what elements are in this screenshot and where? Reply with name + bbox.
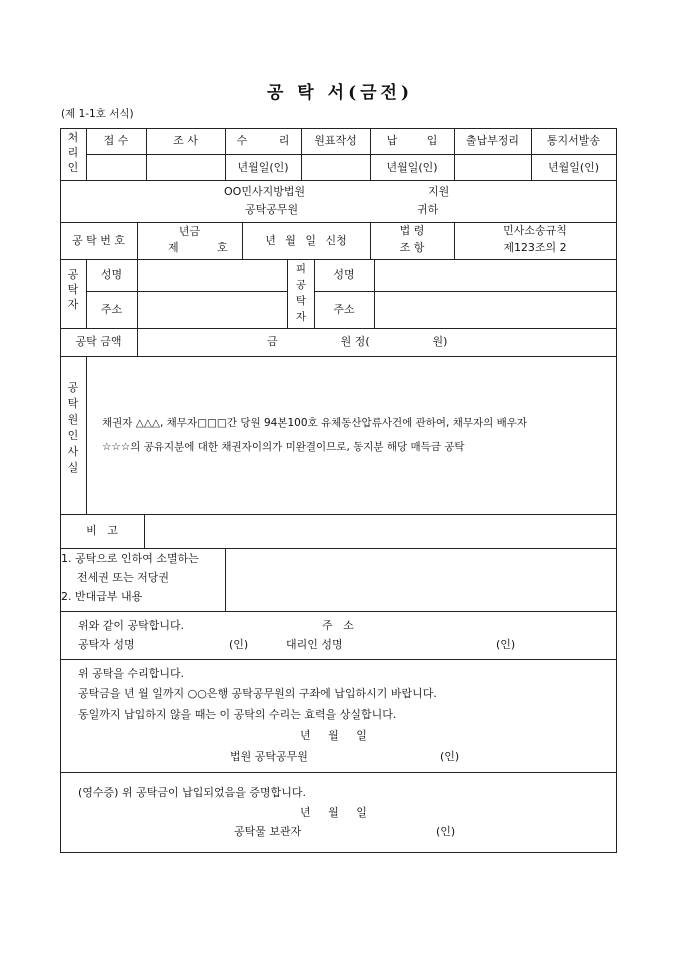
beneficiary-name-label: 성명 [333, 268, 355, 281]
row-divider [86, 154, 616, 155]
law-label-2: 조 항 [399, 241, 425, 254]
extinguish-line-3: 2. 반대급부 내용 [61, 590, 143, 603]
case-number-label: 공 탁 번 호 [72, 234, 125, 247]
declaration-line: 위와 같이 공탁합니다. [78, 619, 185, 632]
extinguish-line-2: 전세권 또는 저당권 [77, 571, 170, 584]
col-divider [137, 259, 138, 328]
law-value-2: 제123조의 2 [503, 241, 567, 254]
row-divider [314, 291, 616, 292]
case-year-label: 년금 [178, 225, 201, 238]
receipt-seal: (인) [436, 825, 456, 838]
document-title: 공 탁 서(금전) [266, 83, 414, 103]
acceptance-line-3: 동일까지 납입하지 않을 때는 이 공탁의 수리는 효력을 상실합니다. [78, 708, 397, 721]
row-divider [60, 222, 617, 223]
header-ledger-creation: 원표작성 [314, 134, 357, 147]
header-cashbook: 출납부정리 [465, 134, 520, 147]
amount-value[interactable]: 금 원 정( 원) [267, 335, 448, 348]
header-notice-dispatch: 통지서발송 [546, 134, 601, 147]
row-divider [60, 328, 617, 329]
date-seal-notice: 년월일(인) [547, 161, 600, 174]
processor-side-label: 처리인 [67, 131, 79, 174]
form-number: (제 1-1호 서식) [61, 108, 134, 120]
header-investigation: 조 사 [173, 134, 198, 147]
case-no-prefix: 제 [168, 241, 179, 254]
branch-court: 지원 [428, 185, 450, 198]
form-border-right [616, 128, 617, 853]
row-divider [60, 259, 617, 260]
acceptance-seal: (인) [440, 750, 460, 763]
form-border-top [60, 128, 617, 129]
header-acceptance: 수 리 [236, 134, 290, 147]
receipt-keeper: 공탁물 보관자 [234, 825, 302, 838]
row-divider [60, 659, 617, 660]
deposit-form [60, 128, 617, 853]
extinguish-line-1: 1. 공탁으로 인하여 소멸하는 [61, 552, 199, 565]
court-name: OO민사지방법원 [224, 185, 306, 198]
row-divider [86, 291, 287, 292]
application-date: 년 월 일 신청 [265, 234, 347, 247]
col-divider [86, 356, 87, 514]
form-border-bottom [60, 852, 617, 853]
agent-signature-label: 대리인 성명 [286, 638, 343, 651]
deposit-officer: 공탁공무원 [245, 203, 299, 216]
cause-line-1: 채권자 △△△, 채무자□□□간 당원 94본100호 유체동산압류사건에 관하여, 채무자의 배우자 [102, 417, 528, 429]
header-receipt: 접 수 [103, 134, 129, 147]
row-divider [60, 356, 617, 357]
col-divider [374, 259, 375, 328]
header-payment: 납 입 [386, 134, 438, 147]
depositor-name-label: 성명 [100, 268, 123, 281]
remarks-label: 비 고 [86, 524, 118, 537]
law-value-1: 민사소송규칙 [503, 224, 567, 237]
col-divider [287, 259, 288, 328]
row-divider [60, 611, 617, 612]
depositor-address-label: 주소 [100, 303, 123, 316]
acceptance-line-2: 공탁금을 년 월 일까지 ○○은행 공탁공무원의 구좌에 납입하시기 바랍니다. [78, 687, 437, 700]
date-seal-acceptance: 년월일(인) [237, 161, 289, 174]
agent-seal: (인) [496, 638, 516, 651]
receipt-date: 년 월 일 [300, 806, 367, 819]
col-divider [144, 514, 145, 548]
amount-label: 공탁 금액 [75, 335, 122, 348]
acceptance-date: 년 월 일 [300, 729, 367, 742]
honorific: 귀하 [417, 203, 439, 216]
depositor-signature-label: 공탁자 성명 [78, 638, 135, 651]
acceptance-officer: 법원 공탁공무원 [230, 750, 308, 763]
case-no-suffix: 호 [217, 241, 228, 254]
cause-side-label: 공탁원인사실 [67, 381, 79, 474]
row-divider [60, 772, 617, 773]
declaration-address-label: 주 소 [322, 619, 354, 632]
receipt-line: (영수증) 위 공탁금이 납입되었음을 증명합니다. [78, 786, 306, 799]
depositor-side-label: 공탁자 [67, 268, 79, 311]
row-divider [60, 548, 617, 549]
beneficiary-side-label: 피공탁자 [295, 263, 307, 323]
depositor-seal: (인) [229, 638, 249, 651]
beneficiary-address-label: 주소 [333, 303, 355, 316]
law-label-1: 법 령 [399, 224, 425, 237]
col-divider [225, 548, 226, 611]
col-divider [137, 328, 138, 356]
row-divider [60, 180, 617, 181]
acceptance-line-1: 위 공탁을 수리합니다. [78, 667, 185, 680]
cause-line-2: ☆☆☆의 공유지분에 대한 채권자이의가 미완결이므로, 동지분 해당 매득금 공탁 [102, 441, 465, 453]
date-seal-payment: 년월일(인) [386, 161, 438, 174]
